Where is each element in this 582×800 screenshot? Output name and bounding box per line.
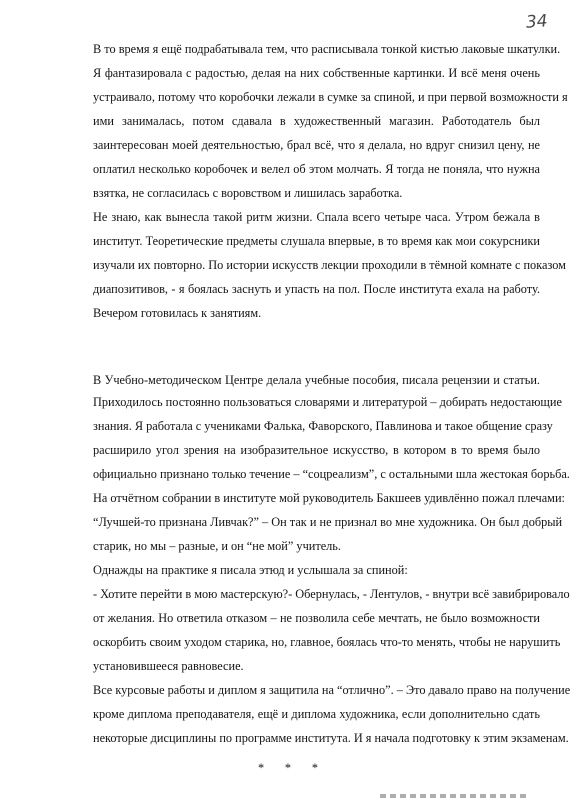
text-line: установившееся равновесие. bbox=[93, 659, 244, 673]
page-number: 34 bbox=[525, 11, 549, 33]
text-line: заинтересован моей деятельностью, брал всё, что я делала, но вдруг снизил цену, не bbox=[93, 138, 540, 152]
separator-star: * bbox=[258, 761, 265, 775]
text-line: взятка, не согласилась с воровством и лишилась заработка. bbox=[93, 186, 403, 200]
text-line: старик, но мы – разные, и он “не мой” учитель. bbox=[93, 539, 341, 553]
text-line: расширило угол зрения на изобразительное искусство, в котором в то время было bbox=[93, 443, 540, 457]
text-line: Не знаю, как вынесла такой ритм жизни. Спала всего четыре часа. Утром бежала в bbox=[93, 210, 540, 224]
separator-star: * bbox=[284, 761, 292, 775]
text-line: Однажды на практике я писала этюд и услышала за спиной: bbox=[93, 563, 408, 577]
separator-star: * bbox=[311, 761, 318, 775]
text-line: ими занималась, потом сдавала в художественный магазин. Работодатель был bbox=[93, 114, 540, 128]
text-line: устраивало, потому что коробочки лежали в сумке за спиной, и при первой возможности я bbox=[93, 90, 568, 104]
text-line: знания. Я работала с учениками Фалька, Фаворского, Павлинова и такое общение сразу bbox=[93, 419, 553, 433]
text-line: кроме диплома преподавателя, ещё и диплома художника, если дополнительно сдать bbox=[93, 707, 540, 721]
text-line: Приходилось постоянно пользоваться словарями и литературой – добирать недостающие bbox=[93, 395, 562, 409]
text-line: оскорбить своим уходом старика, но, главное, боялась что-то менять, чтобы не нарушить bbox=[93, 635, 561, 649]
text-line: оплатил несколько коробочек и велел об этом молчать. Я тогда не поняла, что нужна bbox=[93, 162, 540, 176]
text-line: Вечером готовилась к занятиям. bbox=[93, 306, 262, 320]
text-line: от желания. Но ответила отказом – не позволила себе мечтать, не было возможности bbox=[93, 611, 540, 625]
text-line: В Учебно-методическом Центре делала учебные пособия, писала рецензии и статьи. bbox=[93, 373, 540, 387]
section-separator bbox=[258, 760, 318, 776]
text-line: Я фантазировала с радостью, делая на них собственные картинки. И всё меня очень bbox=[93, 66, 540, 80]
text-line: изучали их повторно. По истории искусств лекции проходили в тёмной комнате с показом bbox=[93, 258, 566, 272]
text-line: В то время я ещё подрабатывала тем, что расписывала тонкой кистью лаковые шкатулки. bbox=[93, 42, 561, 56]
scan-artifact bbox=[380, 794, 530, 798]
text-line: институт. Теоретические предметы слушала впервые, в то время как мои сокурсники bbox=[93, 234, 540, 248]
text-line: - Хотите перейти в мою мастерскую?- Обернулась, - Лентулов, - внутри всё завибрировало bbox=[93, 587, 570, 601]
text-line: “Лучшей-то признана Ливчак?” – Он так и не признал во мне художника. Он был добрый bbox=[93, 515, 563, 529]
text-line: На отчётном собрании в институте мой руководитель Бакшеев удивлённо пожал плечами: bbox=[93, 491, 565, 505]
text-line: диапозитивов, - я боялась заснуть и упасть на пол. После института ехала на работу. bbox=[93, 282, 540, 296]
text-line: некоторые дисциплины по программе института. И я начала подготовку к этим экзаменам. bbox=[93, 731, 569, 745]
text-line: Все курсовые работы и диплом я защитила на “отлично”. – Это давало право на получение bbox=[93, 683, 571, 697]
text-line: официально признано только течение – “соцреализм”, с остальными шла жестокая борьба. bbox=[93, 467, 570, 481]
